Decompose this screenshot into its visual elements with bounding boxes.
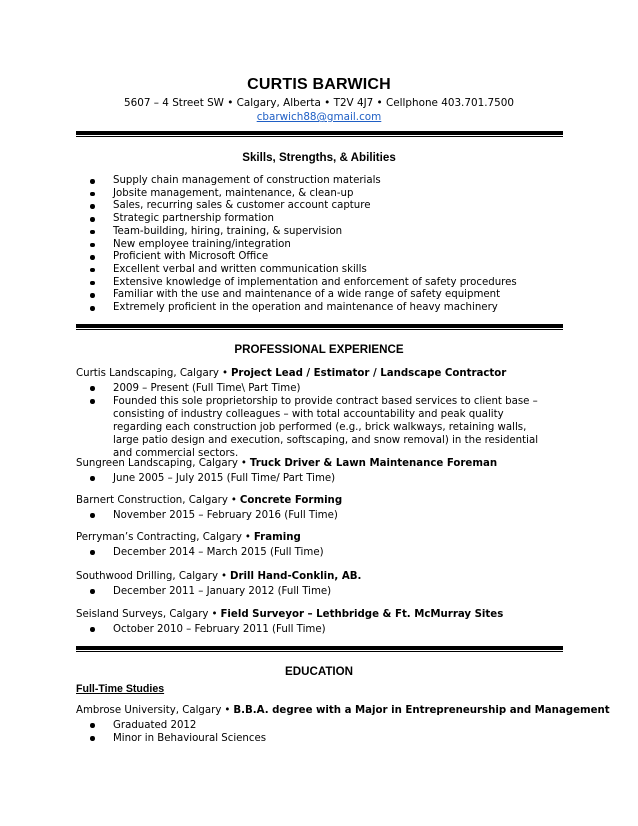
bullet-icon xyxy=(90,293,95,298)
bullet-icon xyxy=(90,230,95,235)
list-item: New employee training/integration xyxy=(88,239,517,252)
bullet-icon xyxy=(90,723,95,728)
job-role: Truck Driver & Lawn Maintenance Foreman xyxy=(249,458,498,469)
bullet-icon xyxy=(90,204,95,209)
job-role: Drill Hand-Conklin, AB. xyxy=(230,571,362,582)
employer: Seisland Surveys, Calgary xyxy=(76,609,209,620)
contact-line: 5607 – 4 Street SW • Calgary, Alberta • T2V 4J7 • Cellphone 403.701.7500 xyxy=(124,97,514,109)
skills-list xyxy=(88,175,517,315)
bullet-icon xyxy=(90,399,95,404)
bullet-icon xyxy=(90,476,95,481)
job-role: Project Lead / Estimator / Landscape Contractor xyxy=(230,368,507,379)
email-line xyxy=(0,111,638,123)
employer: Barnert Construction, Calgary xyxy=(76,495,228,506)
bullet-icon xyxy=(90,550,95,555)
list-item: Proficient with Microsoft Office xyxy=(88,251,517,264)
bullet-icon xyxy=(90,281,95,286)
job-details xyxy=(88,472,335,485)
employer: Perryman’s Contracting, Calgary xyxy=(76,532,242,543)
job-heading: Curtis Landscaping, Calgary • Project Lead / Estimator / Landscape Contractor xyxy=(76,368,507,379)
education-heading: Ambrose University, Calgary • B.B.A. degree with a Major in Entrepreneurship and Management xyxy=(76,705,610,716)
employer: Southwood Drilling, Calgary xyxy=(76,571,218,582)
list-item: Extensive knowledge of implementation and enforcement of safety procedures xyxy=(88,277,517,290)
employer: Sungreen Landscaping, Calgary xyxy=(76,458,238,469)
bullet-icon xyxy=(90,306,95,311)
job-heading: Southwood Drilling, Calgary • Drill Hand-Conklin, AB. xyxy=(76,571,362,582)
degree: B.B.A. degree with a Major in Entrepreneurship and Management xyxy=(233,705,610,716)
list-item: Sales, recurring sales & customer account capture xyxy=(88,200,517,213)
job-role: Concrete Forming xyxy=(239,495,343,506)
list-item: Strategic partnership formation xyxy=(88,213,517,226)
bullet-icon xyxy=(90,627,95,632)
job-heading: Seisland Surveys, Calgary • Field Surveyor – Lethbridge & Ft. McMurray Sites xyxy=(76,609,504,620)
list-item: Supply chain management of construction materials xyxy=(88,175,517,188)
list-item: Extremely proficient in the operation and maintenance of heavy machinery xyxy=(88,302,517,315)
list-item: Jobsite management, maintenance, & clean-up xyxy=(88,188,517,201)
bullet-icon xyxy=(90,255,95,260)
bullet-icon xyxy=(90,217,95,222)
bullet-icon xyxy=(90,736,95,741)
list-item: November 2015 – February 2016 (Full Time) xyxy=(88,509,338,522)
job-role: Field Surveyor – Lethbridge & Ft. McMurray Sites xyxy=(220,609,504,620)
job-details xyxy=(88,382,553,461)
email-link[interactable]: cbarwich88@gmail.com xyxy=(256,111,382,123)
list-item: December 2014 – March 2015 (Full Time) xyxy=(88,546,324,559)
bullet-icon xyxy=(90,192,95,197)
bullet-icon xyxy=(90,513,95,518)
job-details xyxy=(88,623,326,636)
list-item: Excellent verbal and written communication skills xyxy=(88,264,517,277)
employer: Curtis Landscaping, Calgary xyxy=(76,368,219,379)
bullet-icon xyxy=(90,589,95,594)
education-subheading: Full-Time Studies xyxy=(76,683,165,695)
list-item: 2009 – Present (Full Time\ Part Time) xyxy=(88,382,553,395)
job-role: Framing xyxy=(253,532,301,543)
section-divider xyxy=(76,131,563,135)
job-details xyxy=(88,509,338,522)
list-item: Familiar with the use and maintenance of a wide range of safety equipment xyxy=(88,289,517,302)
job-heading: Barnert Construction, Calgary • Concrete Forming xyxy=(76,495,343,506)
list-item: Founded this sole proprietorship to provide contract based services to client base – consisting of industry colleagues – with total accountability and peak quality regarding each construction job performed (e.g., brick walkways, retaining walls, large patio design and execution, softscaping, and snow removal) in the residential and commercial sectors. xyxy=(88,395,553,460)
candidate-name: CURTIS BARWICH xyxy=(247,76,391,93)
list-item: Graduated 2012 xyxy=(88,719,266,732)
bullet-icon xyxy=(90,243,95,248)
list-item: Minor in Behavioural Sciences xyxy=(88,732,266,745)
list-item: October 2010 – February 2011 (Full Time) xyxy=(88,623,326,636)
bullet-icon xyxy=(90,386,95,391)
experience-section-title: PROFESSIONAL EXPERIENCE xyxy=(234,343,404,356)
job-details xyxy=(88,546,324,559)
list-item: Team-building, hiring, training, & supervision xyxy=(88,226,517,239)
list-item: December 2011 – January 2012 (Full Time) xyxy=(88,585,331,598)
job-heading: Sungreen Landscaping, Calgary • Truck Driver & Lawn Maintenance Foreman xyxy=(76,458,498,469)
skills-section-title: Skills, Strengths, & Abilities xyxy=(242,151,396,164)
job-details xyxy=(88,585,331,598)
education-section-title: EDUCATION xyxy=(284,665,354,678)
job-heading: Perryman’s Contracting, Calgary • Framing xyxy=(76,532,301,543)
section-divider xyxy=(76,324,563,328)
institution: Ambrose University, Calgary xyxy=(76,705,222,716)
list-item: June 2005 – July 2015 (Full Time/ Part Time) xyxy=(88,472,335,485)
bullet-icon xyxy=(90,179,95,184)
section-divider xyxy=(76,646,563,650)
education-details xyxy=(88,719,266,745)
bullet-icon xyxy=(90,268,95,273)
